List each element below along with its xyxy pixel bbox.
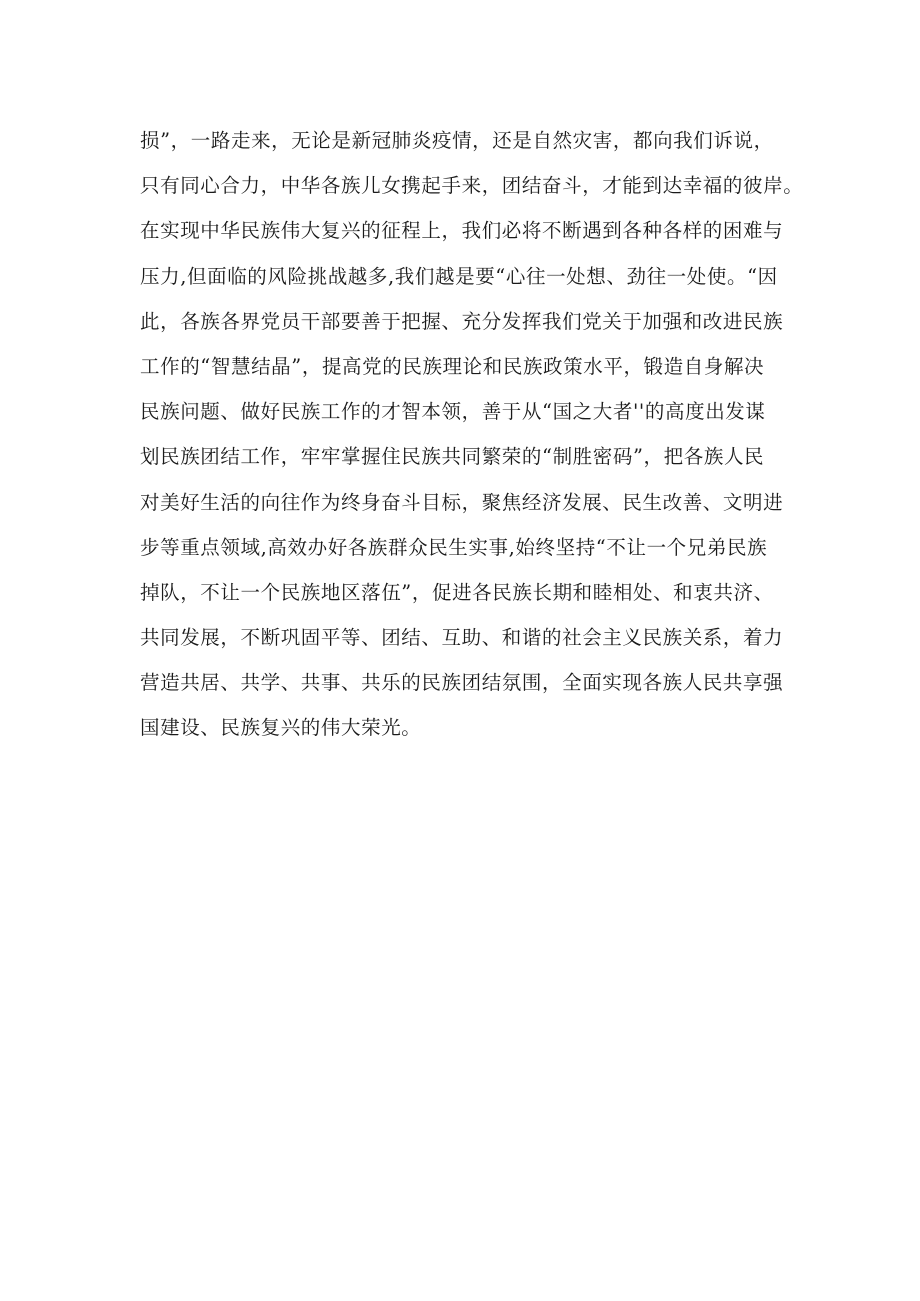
text-line: 损”，一路走来，无论是新冠肺炎疫情，还是自然灾害，都向我们诉说， — [140, 129, 774, 152]
text-line: 压力,但面临的风险挑战越多,我们越是要“心往一处想、劲往一处使。“因 — [140, 264, 778, 288]
text-line: 对美好生活的向往作为终身奋斗目标，聚焦经济发展、民生改善、文明进 — [140, 490, 784, 514]
text-line: 划民族团结工作，牢牢掌握住民族共同繁荣的“制胜密码”，把各族人民 — [140, 445, 765, 469]
text-line: 只有同心合力，中华各族儿女携起手来，团结奋斗，才能到达幸福的彼岸。 — [140, 174, 804, 198]
text-line: 掉队，不让一个民族地区落伍”，促进各民族长期和睦相处、和衷共济、 — [140, 580, 774, 604]
text-line: 营造共居、共学、共事、共乐的民族团结氛围，全面实现各族人民共享强 — [140, 671, 784, 695]
text-line: 此，各族各界党员干部要善于把握、充分发挥我们党关于加强和改进民族 — [140, 309, 784, 333]
text-line: 民族问题、做好民族工作的才智本领，善于从“国之大者''的高度出发谋 — [140, 400, 766, 424]
text-line: 国建设、民族复兴的伟大荣光。 — [140, 716, 422, 740]
text-line: 步等重点领域,高效办好各族群众民生实事,始终坚持“不让一个兄弟民族 — [140, 535, 768, 559]
body-paragraph — [140, 118, 804, 751]
text-line: 共同发展，不断巩固平等、团结、互助、和谐的社会主义民族关系，着力 — [140, 626, 784, 650]
text-line: 在实现中华民族伟大复兴的征程上，我们必将不断遇到各种各样的困难与 — [140, 219, 784, 243]
text-line: 工作的“智慧结晶”，提高党的民族理论和民族政策水平，锻造自身解决 — [140, 354, 765, 378]
